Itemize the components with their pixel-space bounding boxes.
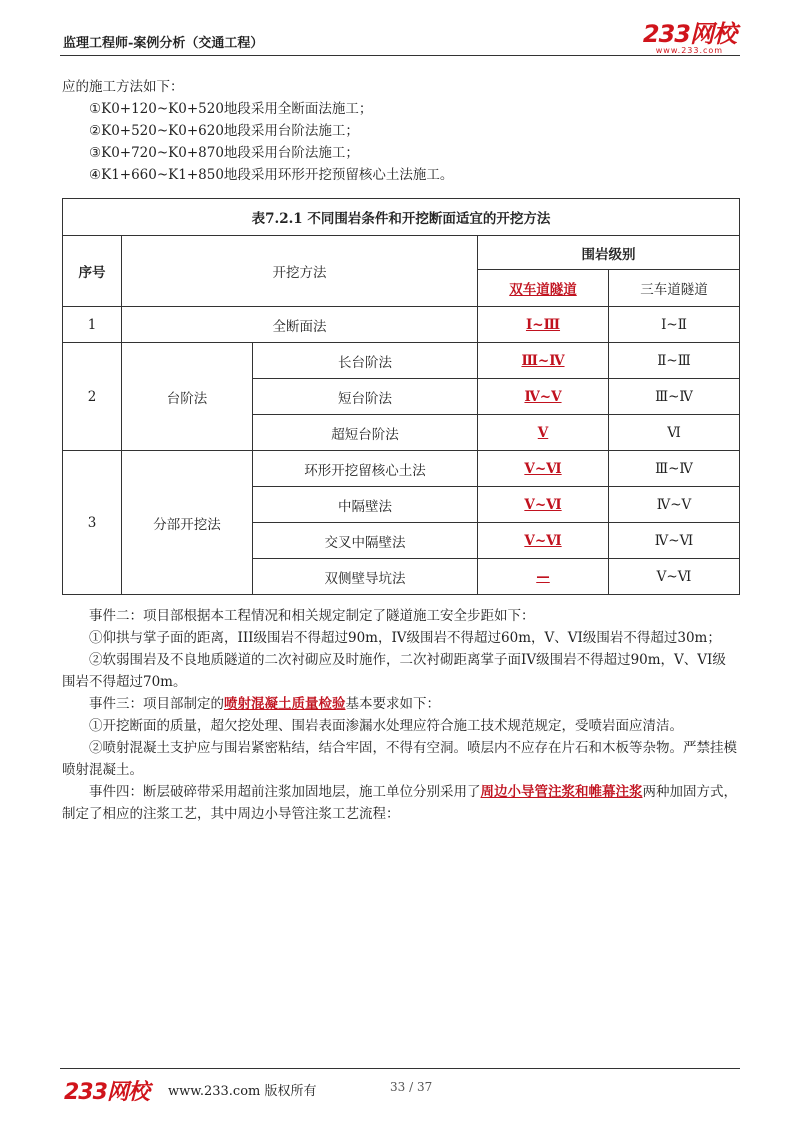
intro-item-1: ①K0+120~K0+520地段采用全断面法施工； bbox=[89, 101, 373, 117]
row-triple: Ⅳ~Ⅵ bbox=[609, 523, 740, 559]
row-method: 全断面法 bbox=[122, 307, 478, 343]
table-caption: 表7.2.1 不同围岩条件和开挖断面适宜的开挖方法 bbox=[63, 199, 740, 236]
intro-item-2: ②K0+520~K0+620地段采用台阶法施工； bbox=[89, 123, 359, 139]
row-group: 分部开挖法 bbox=[122, 451, 253, 595]
logo-mark: 233网校 bbox=[642, 20, 736, 48]
col-grade-header: 围岩级别 bbox=[478, 236, 740, 270]
row-method: 长台阶法 bbox=[253, 343, 478, 379]
row-seq: 1 bbox=[63, 307, 122, 343]
row-method: 中隔壁法 bbox=[253, 487, 478, 523]
row-triple: Ⅱ~Ⅲ bbox=[609, 343, 740, 379]
footer-divider bbox=[60, 1068, 740, 1069]
intro-item-3: ③K0+720~K0+870地段采用台阶法施工； bbox=[89, 145, 359, 161]
row-double: Ⅳ~Ⅴ bbox=[478, 379, 609, 415]
row-double: — bbox=[478, 559, 609, 595]
brand-logo bbox=[643, 22, 736, 55]
table-row bbox=[63, 343, 740, 379]
row-method: 超短台阶法 bbox=[253, 415, 478, 451]
row-triple: Ⅲ~Ⅳ bbox=[609, 451, 740, 487]
row-double: Ⅴ~Ⅵ bbox=[478, 523, 609, 559]
body-section bbox=[62, 605, 738, 825]
event4-highlight: 周边小导管注浆和帷幕注浆 bbox=[480, 784, 643, 800]
logo-url: www.233.com bbox=[655, 46, 724, 55]
row-double: Ⅴ bbox=[478, 415, 609, 451]
event3-p1: ①开挖断面的质量，超欠挖处理、围岩表面渗漏水处理应符合施工技术规范规定，受喷岩面应清洁。 bbox=[89, 718, 683, 734]
row-triple: Ⅳ~Ⅴ bbox=[609, 487, 740, 523]
row-method: 短台阶法 bbox=[253, 379, 478, 415]
page-number: 33 / 37 bbox=[390, 1080, 433, 1094]
table-row bbox=[63, 307, 740, 343]
row-double: Ⅲ~Ⅳ bbox=[478, 343, 609, 379]
col-method-header: 开挖方法 bbox=[122, 236, 478, 307]
col-seq-header: 序号 bbox=[63, 236, 122, 307]
event3-lead-post: 基本要求如下： bbox=[345, 696, 440, 712]
event3-lead-pre: 事件三：项目部制定的 bbox=[89, 696, 224, 712]
footer-copyright: www.233.com 版权所有 bbox=[168, 1084, 317, 1099]
intro-item-4: ④K1+660~K1+850地段采用环形开挖预留核心土法施工。 bbox=[89, 167, 454, 183]
event3-p2: ②喷射混凝土支护应与围岩紧密粘结，结合牢固，不得有空洞。喷层内不应存在片石和木板等杂物。严禁挂模喷射混凝土。 bbox=[62, 740, 737, 778]
event3-highlight: 喷射混凝土质量检验 bbox=[224, 696, 346, 712]
event4-post: 两种加固方式，制定了相应的注浆工艺，其中周边小导管注浆工艺流程： bbox=[62, 784, 737, 822]
footer-logo: 233网校 bbox=[64, 1080, 149, 1105]
row-method: 环形开挖留核心土法 bbox=[253, 451, 478, 487]
event4-paragraph bbox=[62, 781, 738, 825]
col-double-header: 双车道隧道 bbox=[478, 270, 609, 307]
event4-pre: 事件四：断层破碎带采用超前注浆加固地层，施工单位分别采用了 bbox=[89, 784, 481, 800]
row-group: 台阶法 bbox=[122, 343, 253, 451]
row-triple: Ⅰ~Ⅱ bbox=[609, 307, 740, 343]
col-triple-header: 三车道隧道 bbox=[609, 270, 740, 307]
row-double: Ⅴ~Ⅵ bbox=[478, 451, 609, 487]
row-double: Ⅰ~Ⅲ bbox=[478, 307, 609, 343]
row-seq: 3 bbox=[63, 451, 122, 595]
header-title: 监理工程师-案例分析（交通工程） bbox=[63, 36, 264, 51]
table-row bbox=[63, 451, 740, 487]
event2-p1: ①仰拱与掌子面的距离，III级围岩不得超过90m，IV级围岩不得超过60m，V、VI级围岩不得超过30m； bbox=[89, 630, 721, 646]
row-method: 交叉中隔壁法 bbox=[253, 523, 478, 559]
intro-lead: 应的施工方法如下： bbox=[62, 79, 184, 95]
row-method: 双侧壁导坑法 bbox=[253, 559, 478, 595]
event2-lead: 事件二：项目部根据本工程情况和相关规定制定了隧道施工安全步距如下： bbox=[89, 608, 535, 624]
excavation-method-table bbox=[62, 198, 740, 595]
row-triple: Ⅲ~Ⅳ bbox=[609, 379, 740, 415]
row-double: Ⅴ~Ⅵ bbox=[478, 487, 609, 523]
event2-p2: ②软弱围岩及不良地质隧道的二次衬砌应及时施作，二次衬砌距离掌子面IV级围岩不得超过90m，V、VI级围岩不得超过70m。 bbox=[62, 652, 726, 690]
row-seq: 2 bbox=[63, 343, 122, 451]
intro-section bbox=[62, 76, 738, 186]
row-triple: Ⅴ~Ⅵ bbox=[609, 559, 740, 595]
header-divider bbox=[60, 55, 740, 56]
event3-lead bbox=[62, 693, 738, 715]
row-triple: Ⅵ bbox=[609, 415, 740, 451]
